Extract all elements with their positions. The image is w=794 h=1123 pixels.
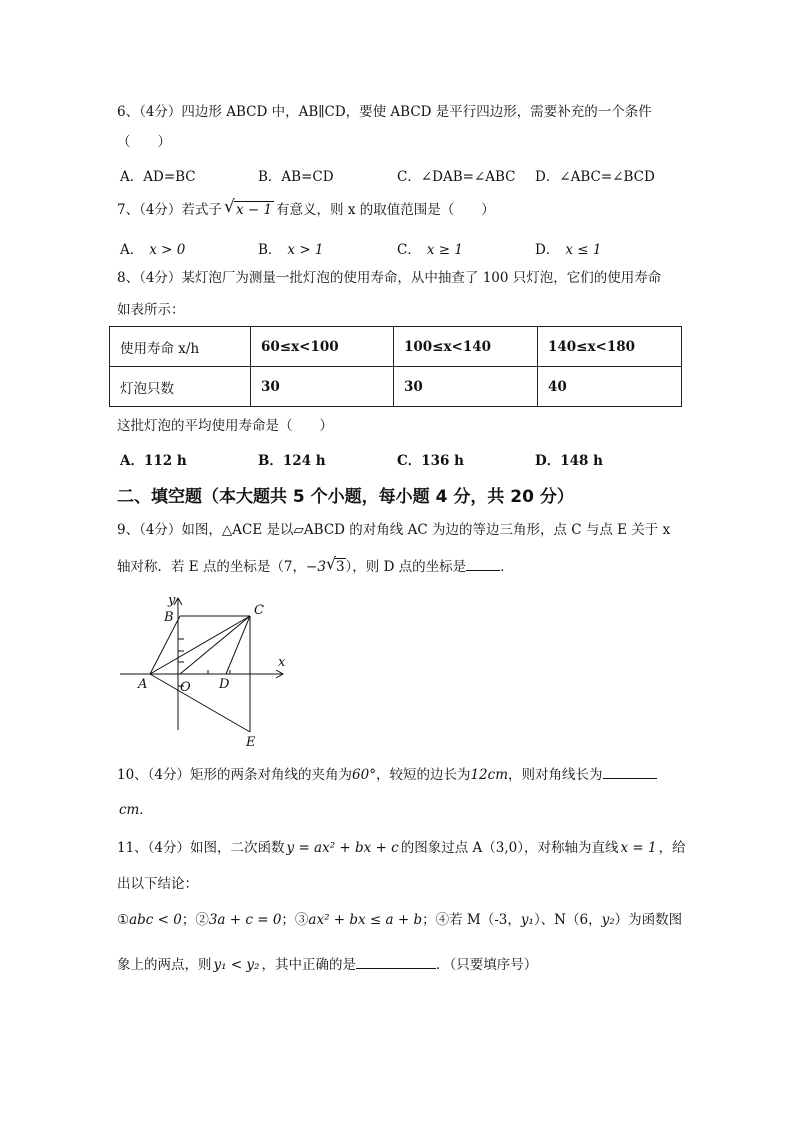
- label-y: y: [168, 593, 176, 608]
- q11-line3-mid: ，其中正确的是: [261, 957, 356, 973]
- q6-option-b: B．AB=CD: [258, 169, 334, 185]
- answer-blank[interactable]: [466, 556, 500, 571]
- q8-option-b: B．124 h: [258, 453, 326, 469]
- q6-answer-paren: （ ）: [117, 134, 171, 150]
- lifespan-table: [109, 326, 682, 407]
- segment-ae: [150, 674, 250, 732]
- q11-conclusions: [117, 910, 682, 930]
- label-o: O: [180, 680, 191, 695]
- q10-length: 12cm: [470, 767, 509, 783]
- conclusion-4-post: ）为函数图: [614, 912, 683, 928]
- table-header-cell: 60≤x<100: [251, 327, 394, 367]
- sqrt-expression: [325, 554, 346, 577]
- q11-axis: x = 1: [620, 840, 657, 856]
- q11-inequality: y₁ < y₂: [213, 957, 260, 973]
- separator: ；: [422, 912, 436, 928]
- q10-unit-line: [119, 800, 153, 820]
- table-cell: 30: [251, 367, 394, 407]
- q6-stem: 6、（4分）四边形 ABCD 中，AB∥CD，要使 ABCD 是平行四边形，需要补充的一个条件: [117, 104, 652, 120]
- q7-option-b-math: x > 1: [287, 242, 324, 258]
- table-row: [110, 367, 682, 407]
- q11-line3-post: ．（只要填序号）: [435, 957, 538, 973]
- q7-option-b: [258, 238, 324, 258]
- q7-option-a-math: x > 0: [149, 242, 186, 258]
- q9-figure: [118, 590, 293, 750]
- q6-option-d: D．∠ABC=∠BCD: [535, 169, 655, 185]
- separator: ；: [281, 912, 295, 928]
- table-header-cell: 使用寿命 x/h: [110, 327, 251, 367]
- q7-option-b-label: B．: [258, 242, 282, 258]
- conclusion-2-label: ②: [195, 912, 209, 928]
- q7-option-c-label: C．: [397, 242, 421, 258]
- q11-line3-pre: 象上的两点，则: [117, 957, 212, 973]
- label-d: D: [219, 677, 230, 692]
- q11-stem-line3: [117, 954, 537, 975]
- q7-stem: [117, 197, 495, 220]
- label-c: C: [254, 603, 264, 618]
- table-cell: 40: [538, 367, 682, 407]
- q8-stem-line2: 如表所示：: [117, 302, 185, 318]
- radical-sign-icon: √: [223, 197, 235, 217]
- q7-stem-post: 有意义，则 x 的取值范围是（ ）: [276, 202, 495, 218]
- q7-option-a-label: A．: [120, 242, 144, 258]
- q10-stem-mid: ，较短的边长为: [375, 767, 471, 783]
- answer-blank[interactable]: [603, 764, 657, 779]
- q10-stem-post: ，则对角线长为: [508, 767, 603, 783]
- q9-period: ．: [500, 559, 514, 575]
- q11-stem-mid: 的图象过点 A（3,0），对称轴为直线: [400, 840, 619, 856]
- q10-stem: [117, 764, 657, 785]
- q9-stem2-post: ），则 D 点的坐标是: [345, 559, 467, 575]
- label-x: x: [278, 655, 286, 670]
- q8-option-c: C．136 h: [397, 453, 464, 469]
- q7-option-d: [535, 238, 601, 258]
- radical-sign-icon: √: [325, 554, 337, 573]
- table-row: [110, 327, 682, 367]
- q9-coord-rad: 3: [335, 559, 345, 575]
- q6-option-c: C．∠DAB=∠ABC: [397, 169, 516, 185]
- conclusion-4-y2: y₂: [601, 912, 615, 928]
- q7-option-c-math: x ≥ 1: [426, 242, 463, 258]
- q10-period: ．: [139, 802, 153, 818]
- q10-angle: 60°: [352, 767, 376, 783]
- conclusion-2: 3a + c = 0: [208, 912, 282, 928]
- label-a: A: [138, 677, 148, 692]
- q9-stem2-pre: 轴对称．若 E 点的坐标是（7，: [117, 559, 307, 575]
- q7-option-d-label: D．: [535, 242, 560, 258]
- conclusion-4-y1: y₁: [520, 912, 534, 928]
- section-title: 二、填空题（本大题共 5 个小题，每小题 4 分，共 20 分）: [117, 487, 574, 507]
- conclusion-3-label: ③: [294, 912, 309, 928]
- q9-stem-line1: 9、（4分）如图，△ACE 是以▱ABCD 的对角线 AC 为边的等边三角形，点 C 与点 E 关于 x: [117, 522, 671, 538]
- table-cell: 灯泡只数: [110, 367, 251, 407]
- q10-unit: cm: [119, 802, 140, 818]
- q7-option-c: [397, 238, 463, 258]
- q11-stem-pre: 11、（4分）如图，二次函数: [117, 840, 285, 856]
- conclusion-4-pre: ④若 M（-3，: [435, 912, 521, 928]
- q11-stem-line2: 出以下结论：: [117, 876, 198, 892]
- q7-stem-pre: 7、（4分）若式子: [117, 202, 222, 218]
- q10-stem-pre: 10、（4分）矩形的两条对角线的夹角为: [117, 767, 353, 783]
- conclusion-4-mid: ）、N（6，: [533, 912, 602, 928]
- q11-stem-post: ，给: [658, 840, 686, 856]
- q6-option-a: A．AD=BC: [120, 169, 196, 185]
- q8-option-d: D．148 h: [535, 453, 603, 469]
- q9-coord-neg: −3: [306, 559, 326, 575]
- table-header-cell: 100≤x<140: [394, 327, 538, 367]
- separator: ；: [181, 912, 196, 928]
- q7-option-d-math: x ≤ 1: [565, 242, 602, 258]
- table-cell: 30: [394, 367, 538, 407]
- answer-blank[interactable]: [356, 954, 436, 969]
- q11-stem-line1: [117, 838, 686, 858]
- q9-stem-line2: [117, 556, 514, 577]
- conclusion-3: ax² + bx ≤ a + b: [308, 912, 423, 928]
- q8-question: 这批灯泡的平均使用寿命是（ ）: [117, 418, 333, 434]
- q8-stem-line1: 8、（4分）某灯泡厂为测量一批灯泡的使用寿命，从中抽查了 100 只灯泡，它们的使用寿命: [117, 270, 662, 286]
- label-b: B: [164, 610, 174, 625]
- sqrt-expression: [223, 197, 274, 220]
- table-header-cell: 140≤x<180: [538, 327, 682, 367]
- conclusion-1-label: ①: [117, 912, 130, 928]
- q7-option-a: [120, 238, 185, 258]
- conclusion-1: abc < 0: [129, 912, 182, 928]
- segment-cd: [226, 616, 250, 674]
- q8-option-a: A．112 h: [120, 453, 187, 469]
- q11-function: y = ax² + bx + c: [286, 840, 399, 856]
- label-e: E: [246, 735, 256, 750]
- q7-radicand: x − 1: [235, 202, 273, 218]
